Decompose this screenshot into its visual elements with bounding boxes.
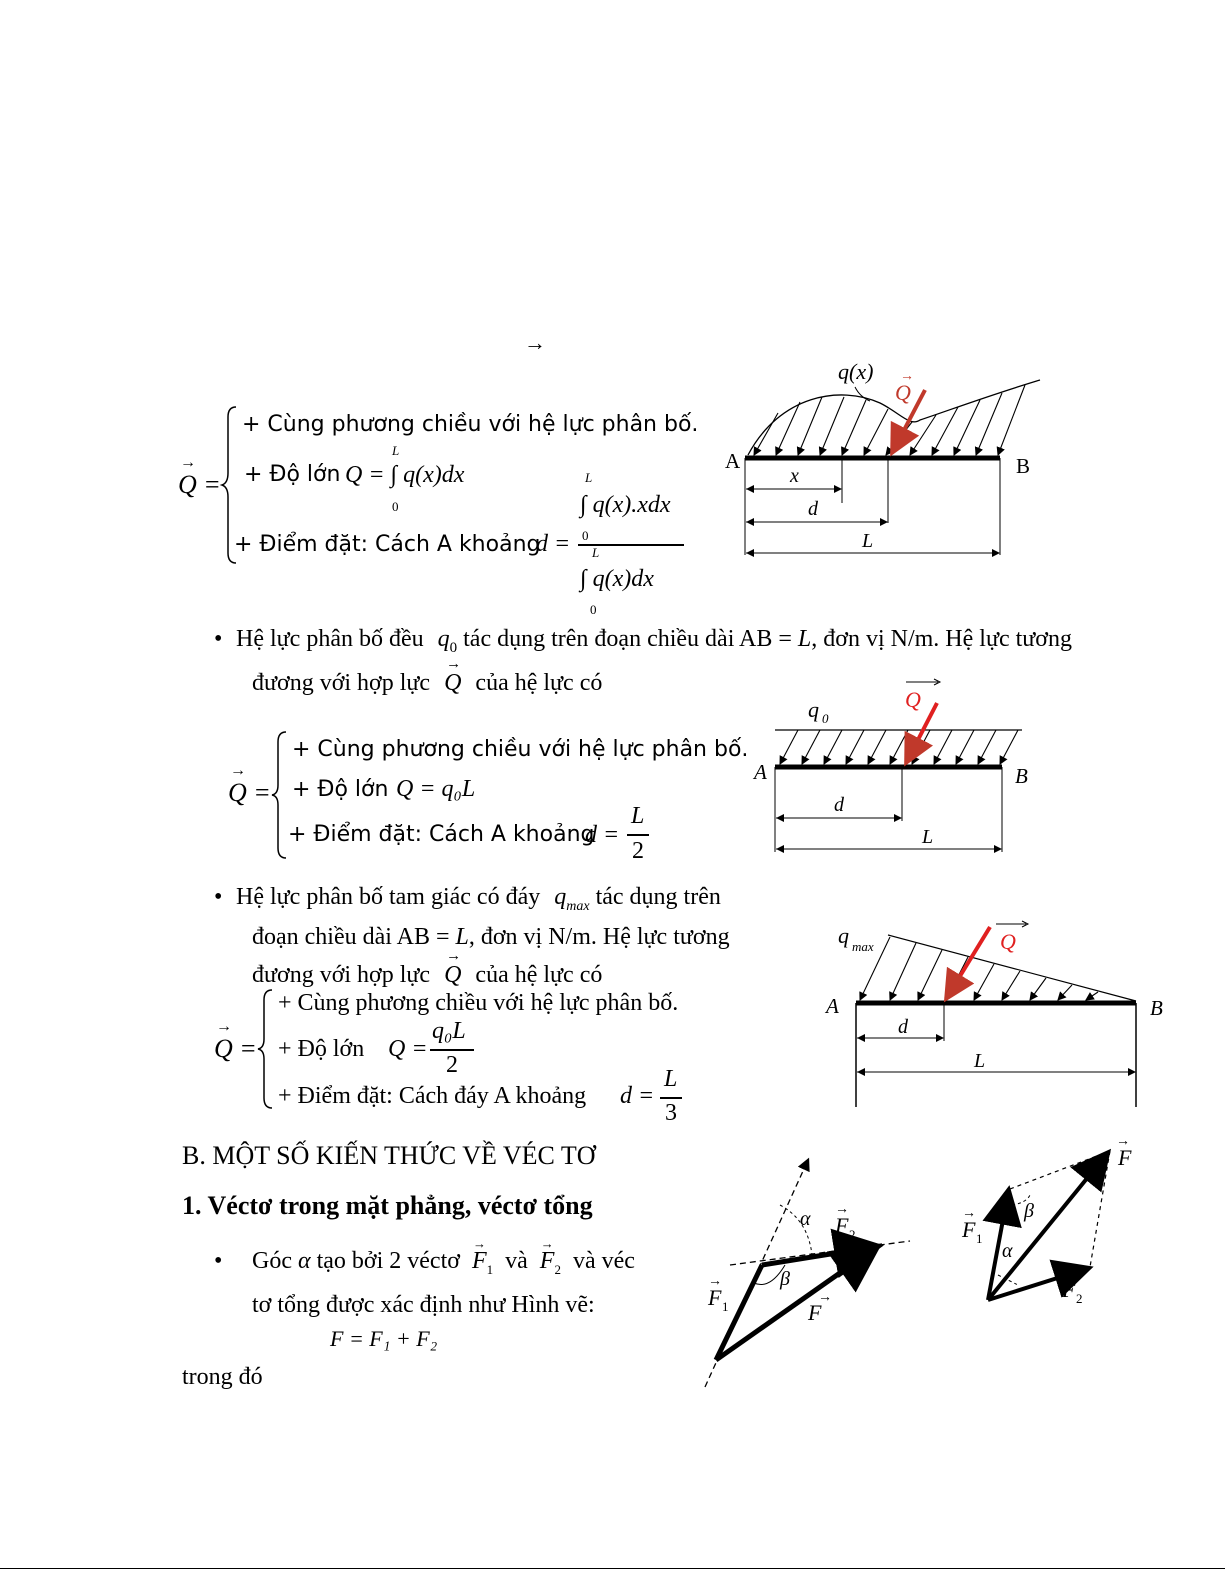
label-L: L (922, 826, 934, 848)
label-F2: F (835, 1213, 849, 1238)
s3-frac3-bar (660, 1097, 682, 1099)
svg-text:→: → (900, 369, 914, 384)
s2-line3-label: + Điểm đặt: Cách A khoảng (288, 822, 595, 847)
s1-den-upper: L (592, 545, 600, 560)
bullet4-line1: Góc α tạo bởi 2 véctơ → $F_1$ và → $F_2$ và véc (252, 1236, 635, 1277)
s1-line2-formula: Q = ∫ q(x)dx (345, 462, 465, 488)
label-B: B (1016, 454, 1031, 478)
s1-num-upper: L (585, 470, 593, 485)
trong-do-text: trong đó (182, 1364, 263, 1390)
bullet4-line2: tơ tổng được xác định như Hình vẽ: (252, 1292, 595, 1318)
label-Q: Q (895, 380, 911, 405)
label-L: L (974, 1050, 986, 1072)
svg-text:→: → (835, 1202, 849, 1217)
section-b-heading: B. MỘT SỐ KIẾN THỨC VỀ VÉC TƠ (182, 1141, 596, 1170)
label-F: F (1118, 1145, 1132, 1170)
label-B: B (1150, 996, 1163, 1020)
label-d: d (898, 1016, 908, 1038)
s1-int-upper: L (392, 443, 400, 458)
label-L: L (862, 530, 874, 552)
bullet2-line1: Hệ lực phân bố đều $q_0$ tác dụng trên đoạn chiều dài AB = L, đơn vị N/m. Hệ lực tương (236, 626, 1072, 656)
label-qmax: q (838, 923, 849, 948)
label-Q: Q (1000, 929, 1016, 954)
s1-line1: + Cùng phương chiều với hệ lực phân bố. (242, 412, 699, 437)
bullet3-line3: đương với hợp lực → Q của hệ lực có (252, 948, 603, 988)
svg-text:1: 1 (722, 1299, 729, 1314)
s3-line3-d: d = (620, 1083, 655, 1109)
s2-line2-label: + Độ lớn (292, 777, 389, 802)
label-Q: Q (905, 687, 921, 712)
s1-line3-label: + Điểm đặt: Cách A khoảng (234, 532, 541, 557)
svg-text:1: 1 (976, 1231, 983, 1246)
s1-line2-label: + Độ lớn (244, 462, 341, 487)
figure-triangular-load (820, 915, 1170, 1110)
s2-line3-d: d = (585, 822, 620, 848)
s2-line2-formula: Q = q₀L (396, 776, 476, 802)
vector-Q-lhs: → Q = (178, 454, 221, 499)
s3-frac3-num: L (664, 1066, 678, 1092)
label-beta: β (1024, 1200, 1034, 1222)
label-qx: q(x) (838, 359, 874, 384)
s3-line1: + Cùng phương chiều với hệ lực phân bố. (278, 990, 679, 1016)
label-F2: F (1062, 1277, 1076, 1302)
s3-line2-Q: Q = (388, 1036, 428, 1062)
s2-frac-bar (627, 834, 649, 836)
s3-line3-label: + Điểm đặt: Cách đáy A khoảng (278, 1083, 587, 1109)
s3-frac-den: 2 (446, 1052, 458, 1078)
label-alpha: α (1002, 1240, 1013, 1262)
bullet3-line2: đoạn chiều dài AB = L, đơn vị N/m. Hệ lực tương (252, 924, 730, 950)
s1-line3-d: d = (536, 531, 571, 557)
s3-frac-num: q₀L (432, 1018, 466, 1044)
label-F1: F (708, 1285, 722, 1310)
label-beta: β (780, 1268, 790, 1290)
label-F1: F (962, 1217, 976, 1242)
s3-lhs: → Q = (214, 1018, 257, 1063)
s1-denominator: ∫ q(x)dx (580, 566, 654, 592)
s2-lhs: → Q = (228, 762, 271, 807)
label-A: A (725, 449, 741, 473)
label-q0: q (808, 697, 819, 722)
svg-text:→: → (818, 1290, 832, 1305)
s2-line1: + Cùng phương chiều với hệ lực phân bố. (292, 737, 749, 762)
label-B: B (1015, 764, 1028, 788)
figure-vector-parallelogram (950, 1135, 1140, 1315)
s3-frac-bar (430, 1049, 474, 1051)
s1-num-lower: 0 (582, 528, 589, 543)
label-d: d (808, 498, 818, 520)
label-alpha: α (800, 1208, 811, 1230)
s2-frac-den: 2 (632, 838, 644, 864)
figure-vector-triangle (690, 1155, 920, 1395)
label-F: F (808, 1300, 822, 1325)
svg-text:→: → (708, 1274, 722, 1289)
label-x: x (790, 465, 799, 487)
svg-text:max: max (852, 939, 874, 954)
section-b-subheading: 1. Véctơ trong mặt phẳng, véctơ tổng (182, 1191, 593, 1220)
label-A: A (754, 760, 767, 784)
label-d: d (834, 794, 844, 816)
bottom-divider (0, 1568, 1225, 1569)
vector-sum-equation: F = F₁ + F₂ (330, 1326, 438, 1351)
s1-int-lower: 0 (392, 499, 399, 514)
bullet4-dot: • (214, 1248, 223, 1274)
figure-general-load (720, 355, 1060, 570)
svg-text:2: 2 (1076, 1291, 1083, 1306)
svg-text:2: 2 (849, 1227, 856, 1242)
s3-frac3-den: 3 (665, 1100, 677, 1126)
svg-text:→: → (1116, 1134, 1130, 1149)
bullet2-line2: đương với hợp lực → Q của hệ lực có (252, 656, 603, 696)
stray-arrow: → (524, 330, 546, 355)
bullet3-line1: Hệ lực phân bố tam giác có đáy $q_{max}$ tác dụng trên (236, 884, 721, 914)
bullet3-dot: • (214, 884, 223, 910)
brace-3 (258, 988, 278, 1110)
s3-line2-label: + Độ lớn (278, 1036, 365, 1062)
s1-den-lower: 0 (590, 602, 597, 617)
svg-text:0: 0 (822, 711, 829, 726)
s2-frac-num: L (631, 803, 645, 829)
bullet2-dot: • (214, 626, 223, 652)
label-A: A (826, 994, 839, 1018)
svg-text:→: → (962, 1206, 976, 1221)
svg-text:→: → (1062, 1266, 1076, 1281)
figure-uniform-load (750, 675, 1040, 860)
s1-numerator: ∫ q(x).xdx (580, 492, 671, 518)
